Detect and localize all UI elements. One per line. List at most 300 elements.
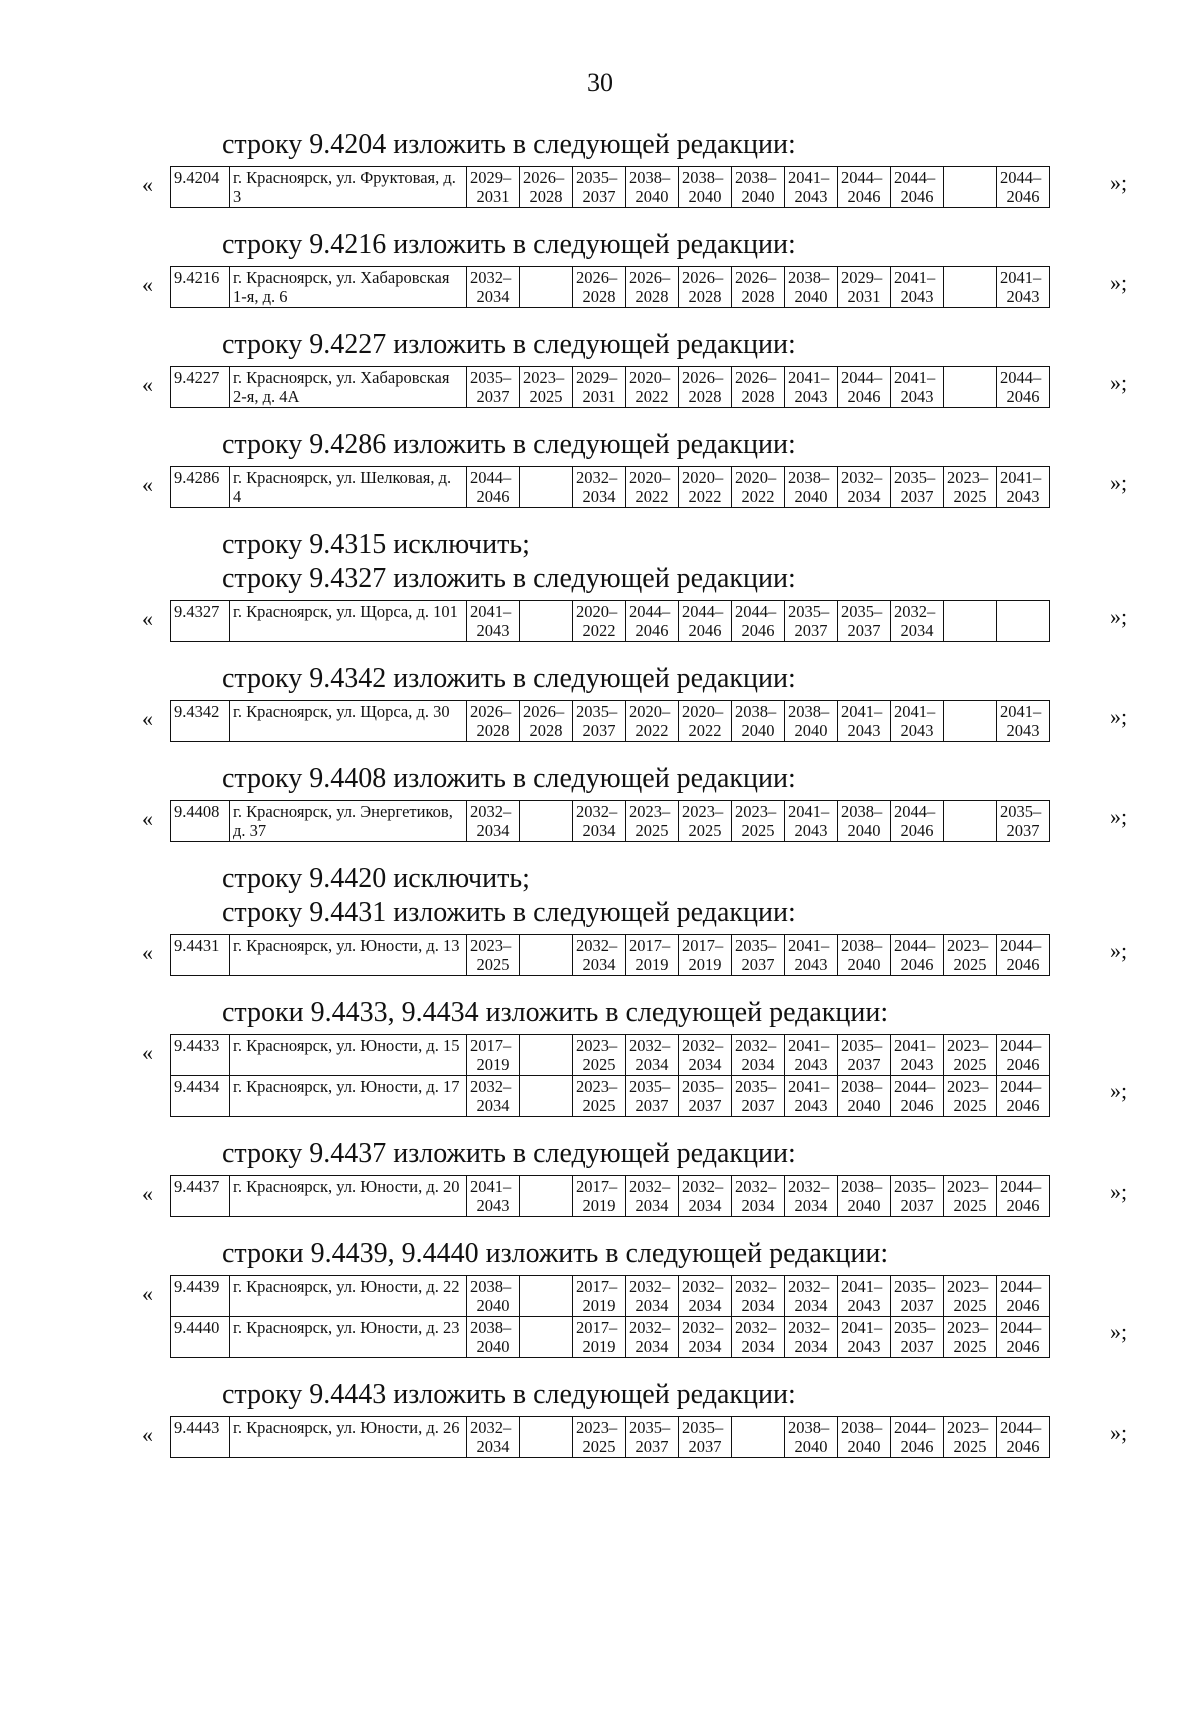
period-cell [891,1276,944,1317]
period-cell [838,1176,891,1217]
period-start: 2044– [735,602,777,621]
period-end: 2022 [582,621,616,640]
period-end: 2025 [741,821,775,840]
period-end: 2022 [635,721,669,740]
amendment-table [170,466,1050,508]
period-start: 2044– [1000,1318,1042,1337]
period-end: 2046 [1006,1055,1040,1074]
period-start: 2038– [788,1418,830,1437]
period-cell [679,1417,732,1458]
row-number: 9.4327 [171,601,230,642]
period-start: 2026– [682,368,724,387]
period-start: 2020– [682,702,724,721]
period-start: 2044– [894,1077,936,1096]
period-start: 2038– [788,702,830,721]
period-cell [626,701,679,742]
period-start: 2017– [629,936,671,955]
period-start: 2017– [576,1177,618,1196]
period-cell [679,267,732,308]
period-end: 2043 [1006,287,1040,306]
period-cell [785,935,838,976]
period-start: 2020– [735,468,777,487]
period-cell [626,1176,679,1217]
period-end: 2043 [847,1296,881,1315]
period-start: 2026– [629,268,671,287]
period-start: 2032– [735,1036,777,1055]
period-start: 2038– [470,1277,512,1296]
period-cell [838,467,891,508]
period-start: 2023– [947,1277,989,1296]
period-end: 2025 [953,1296,987,1315]
row-number: 9.4408 [171,801,230,842]
amendment-block [142,800,1142,842]
period-start: 2041– [894,368,936,387]
period-end: 2034 [847,487,881,506]
period-start: 2026– [735,268,777,287]
period-cell [997,801,1050,842]
period-end: 2043 [794,821,828,840]
period-start: 2023– [470,936,512,955]
period-end: 2019 [635,955,669,974]
period-cell [997,1176,1050,1217]
period-start: 2041– [788,802,830,821]
period-start: 2038– [841,936,883,955]
instruction-text: строку 9.4431 изложить в следующей редакции: [222,897,796,928]
period-cell [467,1417,520,1458]
period-start: 2032– [629,1177,671,1196]
period-cell [626,801,679,842]
period-start: 2041– [788,936,830,955]
period-start: 2038– [735,702,777,721]
period-end: 2046 [847,387,881,406]
period-end: 2046 [900,187,934,206]
address-cell: г. Красноярск, ул. Хабаровская 2-я, д. 4А [230,367,467,408]
period-start: 2029– [841,268,883,287]
period-end: 2046 [1006,1437,1040,1456]
quote-open: « [142,1422,153,1447]
period-end: 2040 [847,955,881,974]
period-start: 2026– [735,368,777,387]
period-end: 2037 [900,1337,934,1356]
period-start: 2044– [1000,936,1042,955]
amendment-block [142,166,1142,208]
row-number: 9.4434 [171,1076,230,1117]
instruction-text: строку 9.4327 изложить в следующей редакции: [222,563,796,594]
period-end: 2025 [953,955,987,974]
period-cell [679,935,732,976]
period-end: 2043 [476,1196,510,1215]
period-start: 2041– [841,702,883,721]
period-end: 2046 [900,821,934,840]
period-start: 2044– [470,468,512,487]
period-cell [997,267,1050,308]
table-row [171,367,1050,408]
period-start: 2023– [576,1036,618,1055]
period-start: 2017– [470,1036,512,1055]
period-end: 2046 [1006,955,1040,974]
period-end: 2028 [741,387,775,406]
period-cell [838,1417,891,1458]
period-end: 2040 [688,187,722,206]
period-cell [573,1317,626,1358]
table-row [171,1176,1050,1217]
period-start: 2023– [947,936,989,955]
period-cell [944,1176,997,1217]
period-cell [785,701,838,742]
period-cell [732,367,785,408]
period-end: 2046 [900,955,934,974]
period-cell [997,935,1050,976]
period-cell [838,1276,891,1317]
row-number: 9.4443 [171,1417,230,1458]
table-row [171,167,1050,208]
period-end: 2028 [688,287,722,306]
period-start: 2032– [894,602,936,621]
period-end: 2037 [635,1096,669,1115]
amendment-block [142,466,1142,508]
period-cell [573,367,626,408]
period-end: 2034 [635,1055,669,1074]
amendment-table [170,934,1050,976]
period-end: 2034 [476,1437,510,1456]
period-cell [626,1417,679,1458]
row-number: 9.4433 [171,1035,230,1076]
period-cell [785,167,838,208]
period-start: 2044– [894,1418,936,1437]
period-cell [732,1076,785,1117]
row-number: 9.4286 [171,467,230,508]
period-end: 2043 [900,721,934,740]
period-start: 2038– [841,1418,883,1437]
quote-open: « [142,806,153,831]
table-row [171,601,1050,642]
period-cell [891,1076,944,1117]
period-end: 2025 [953,1437,987,1456]
period-cell [944,167,997,208]
row-number: 9.4216 [171,267,230,308]
quote-open: « [142,372,153,397]
period-end: 2037 [794,621,828,640]
period-start: 2035– [1000,802,1042,821]
table-row [171,801,1050,842]
period-end: 2034 [794,1196,828,1215]
period-start: 2023– [576,1077,618,1096]
period-cell [467,167,520,208]
period-end: 2028 [635,287,669,306]
amendment-block [142,1416,1142,1458]
quote-close: »; [1110,1420,1128,1445]
quote-open: « [142,1181,153,1206]
period-end: 2037 [900,1296,934,1315]
amendment-table [170,366,1050,408]
period-cell [520,1417,573,1458]
period-start: 2032– [735,1177,777,1196]
period-start: 2023– [947,1318,989,1337]
period-start: 2044– [841,368,883,387]
address-cell: г. Красноярск, ул. Юности, д. 20 [230,1176,467,1217]
quote-open: « [142,272,153,297]
quote-open: « [142,606,153,631]
period-start: 2041– [470,1177,512,1196]
period-cell [679,1176,732,1217]
address-cell: г. Красноярск, ул. Юности, д. 22 [230,1276,467,1317]
period-cell [679,801,732,842]
table-row [171,267,1050,308]
period-start: 2023– [735,802,777,821]
period-start: 2023– [947,1036,989,1055]
period-start: 2023– [947,1077,989,1096]
quote-close: »; [1110,704,1128,729]
period-start: 2026– [523,168,565,187]
period-cell [732,1176,785,1217]
address-cell: г. Красноярск, ул. Юности, д. 23 [230,1317,467,1358]
period-cell [520,167,573,208]
address-cell: г. Красноярск, ул. Юности, д. 17 [230,1076,467,1117]
period-end: 2025 [582,1437,616,1456]
period-end: 2040 [741,721,775,740]
period-end: 2019 [582,1296,616,1315]
period-cell [785,801,838,842]
period-end: 2046 [688,621,722,640]
period-cell [732,935,785,976]
period-end: 2043 [794,1096,828,1115]
period-start: 2038– [788,268,830,287]
period-cell [520,601,573,642]
period-start: 2038– [841,1177,883,1196]
period-start: 2032– [841,468,883,487]
period-end: 2037 [900,487,934,506]
period-end: 2046 [741,621,775,640]
period-start: 2032– [470,1418,512,1437]
period-start: 2044– [841,168,883,187]
period-end: 2040 [635,187,669,206]
period-cell [732,801,785,842]
quote-close: »; [1110,938,1128,963]
period-cell [679,1035,732,1076]
period-end: 2037 [847,1055,881,1074]
period-cell [785,1176,838,1217]
period-cell [626,367,679,408]
period-end: 2031 [476,187,510,206]
period-cell [732,1317,785,1358]
period-end: 2046 [1006,1096,1040,1115]
period-start: 2035– [894,1318,936,1337]
address-cell: г. Красноярск, ул. Юности, д. 15 [230,1035,467,1076]
period-cell [785,1035,838,1076]
row-number: 9.4437 [171,1176,230,1217]
period-end: 2040 [794,287,828,306]
period-end: 2034 [476,287,510,306]
period-end: 2046 [1006,1296,1040,1315]
period-end: 2040 [847,1437,881,1456]
period-end: 2034 [582,955,616,974]
period-end: 2034 [794,1296,828,1315]
period-start: 2041– [788,368,830,387]
table-row [171,1417,1050,1458]
period-cell [679,1276,732,1317]
period-end: 2028 [688,387,722,406]
period-cell [467,267,520,308]
period-start: 2044– [1000,168,1042,187]
period-start: 2044– [1000,1077,1042,1096]
period-cell [520,1076,573,1117]
period-cell [573,1276,626,1317]
period-start: 2035– [841,602,883,621]
period-end: 2037 [635,1437,669,1456]
period-cell [891,801,944,842]
period-cell [732,167,785,208]
table-row [171,1317,1050,1358]
period-cell [891,267,944,308]
period-end: 2046 [476,487,510,506]
period-cell [467,601,520,642]
period-cell [785,367,838,408]
period-cell [573,601,626,642]
period-cell [573,1417,626,1458]
period-cell [626,1035,679,1076]
row-number: 9.4227 [171,367,230,408]
address-cell: г. Красноярск, ул. Энергетиков, д. 37 [230,801,467,842]
period-end: 2034 [635,1196,669,1215]
table-row [171,1276,1050,1317]
quote-open: « [142,472,153,497]
period-cell [785,1317,838,1358]
period-start: 2044– [1000,1277,1042,1296]
period-cell [944,267,997,308]
period-cell [997,367,1050,408]
period-start: 2044– [894,168,936,187]
period-cell [997,1035,1050,1076]
period-start: 2032– [629,1318,671,1337]
period-cell [520,1176,573,1217]
period-start: 2026– [523,702,565,721]
row-number: 9.4342 [171,701,230,742]
instruction-text: строку 9.4408 изложить в следующей редакции: [222,763,796,794]
period-start: 2023– [523,368,565,387]
period-end: 2025 [953,1096,987,1115]
instruction-text: строку 9.4420 исключить; [222,863,530,894]
period-cell [467,935,520,976]
page-number: 30 [587,68,613,97]
period-cell [467,1076,520,1117]
period-end: 2046 [1006,1337,1040,1356]
period-start: 2032– [629,1036,671,1055]
period-start: 2029– [576,368,618,387]
period-start: 2041– [788,1036,830,1055]
period-start: 2020– [576,602,618,621]
period-end: 2025 [582,1096,616,1115]
period-cell [626,1076,679,1117]
period-start: 2041– [1000,468,1042,487]
period-end: 2043 [900,1055,934,1074]
quote-close: »; [1110,1319,1128,1344]
period-cell [626,1317,679,1358]
period-start: 2032– [735,1277,777,1296]
period-start: 2038– [682,168,724,187]
period-start: 2041– [470,602,512,621]
amendment-table [170,1175,1050,1217]
period-end: 2025 [688,821,722,840]
period-start: 2035– [682,1418,724,1437]
period-end: 2043 [1006,487,1040,506]
period-start: 2032– [788,1318,830,1337]
period-cell [944,1076,997,1117]
period-end: 2043 [794,187,828,206]
period-end: 2043 [900,387,934,406]
period-cell [997,167,1050,208]
period-end: 2022 [635,487,669,506]
period-cell [573,267,626,308]
row-number: 9.4431 [171,935,230,976]
address-cell: г. Красноярск, ул. Фруктовая, д. 3 [230,167,467,208]
period-cell [785,601,838,642]
period-end: 2034 [476,821,510,840]
amendment-block [142,366,1142,408]
period-start: 2044– [1000,368,1042,387]
period-cell [891,1176,944,1217]
period-start: 2044– [894,936,936,955]
address-cell: г. Красноярск, ул. Юности, д. 13 [230,935,467,976]
period-end: 2037 [582,187,616,206]
period-cell [467,801,520,842]
period-cell [467,1035,520,1076]
period-cell [944,1317,997,1358]
period-start: 2044– [682,602,724,621]
period-start: 2026– [682,268,724,287]
amendment-block [142,1034,1142,1117]
period-start: 2044– [1000,1418,1042,1437]
period-cell [997,1417,1050,1458]
table-row [171,935,1050,976]
period-end: 2046 [635,621,669,640]
period-start: 2041– [1000,702,1042,721]
period-end: 2022 [741,487,775,506]
period-cell [838,701,891,742]
amendment-block [142,600,1142,642]
period-end: 2040 [794,721,828,740]
period-end: 2022 [688,487,722,506]
instruction-text: строку 9.4315 исключить; [222,529,530,560]
period-end: 2046 [847,187,881,206]
period-cell [679,167,732,208]
period-start: 2020– [629,368,671,387]
period-start: 2023– [682,802,724,821]
period-start: 2035– [576,168,618,187]
quote-close: »; [1110,604,1128,629]
table-row [171,1035,1050,1076]
period-cell [997,467,1050,508]
period-cell [679,367,732,408]
period-end: 2040 [847,1196,881,1215]
period-cell [573,1076,626,1117]
period-start: 2023– [947,1418,989,1437]
instruction-text: строку 9.4216 изложить в следующей редакции: [222,229,796,260]
period-end: 2025 [953,1337,987,1356]
period-cell [944,801,997,842]
period-start: 2035– [629,1077,671,1096]
period-end: 2040 [847,821,881,840]
period-start: 2041– [841,1277,883,1296]
period-cell [944,367,997,408]
period-end: 2046 [900,1096,934,1115]
period-cell [732,601,785,642]
period-start: 2023– [947,468,989,487]
period-end: 2022 [635,387,669,406]
period-cell [626,935,679,976]
period-end: 2034 [794,1337,828,1356]
period-start: 2032– [682,1318,724,1337]
period-cell [732,1417,785,1458]
